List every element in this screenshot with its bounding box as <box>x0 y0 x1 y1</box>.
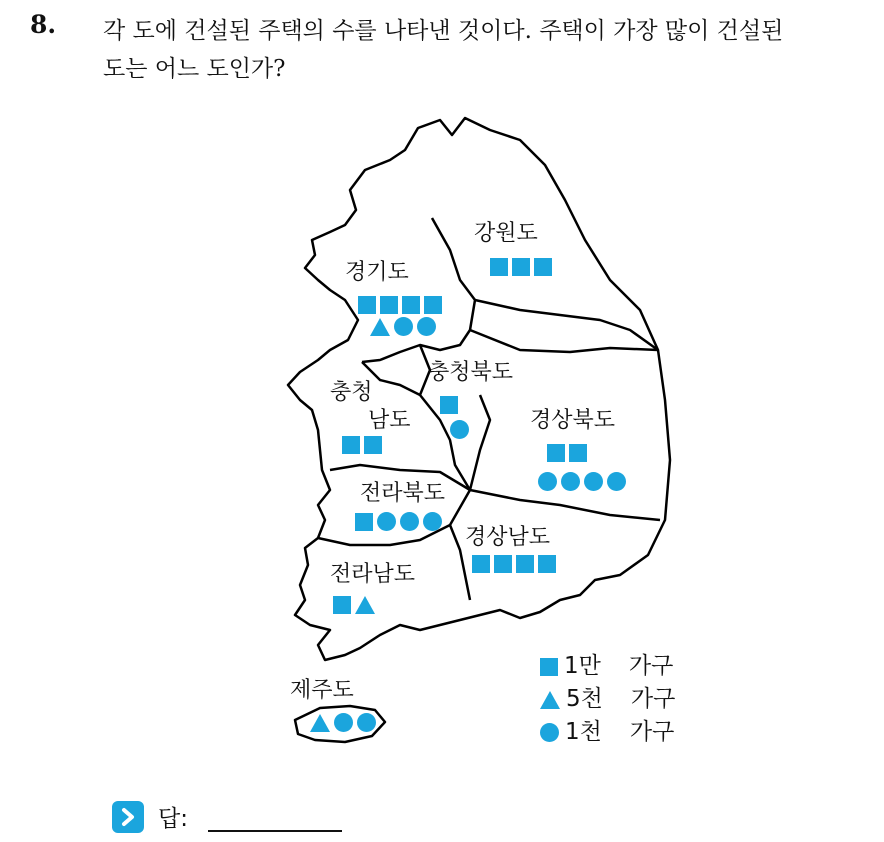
answer-area <box>112 800 342 833</box>
circle-icon <box>417 317 436 336</box>
square-icon <box>342 436 360 454</box>
legend-item-circle <box>540 716 675 749</box>
square-icon <box>380 296 398 314</box>
question-line-2: 도는 어느 도인가? <box>103 56 286 82</box>
square-icon <box>440 396 458 414</box>
label-jeonnam: 전라남도 <box>330 562 416 587</box>
circle-icon <box>538 472 557 491</box>
circle-icon <box>561 472 580 491</box>
answer-label: 답: <box>158 806 188 832</box>
square-icon <box>472 555 490 573</box>
chevron-right-icon <box>112 801 144 833</box>
label-chungbuk: 충청북도 <box>428 360 514 385</box>
symbols-gyeongbuk-row1 <box>547 444 587 462</box>
circle-icon <box>540 723 559 742</box>
circle-icon <box>607 472 626 491</box>
symbols-jeonnam <box>333 596 375 614</box>
square-icon <box>534 258 552 276</box>
square-icon <box>538 555 556 573</box>
square-icon <box>547 444 565 462</box>
triangle-icon <box>310 714 330 732</box>
legend-item-square <box>540 650 675 683</box>
circle-icon <box>400 512 419 531</box>
square-icon <box>494 555 512 573</box>
triangle-icon <box>370 318 390 336</box>
question-line-1: 각 도에 건설된 주택의 수를 나타낸 것이다. 주택이 가장 많이 건설된 <box>103 18 784 44</box>
legend <box>540 650 675 749</box>
legend-unit: 가구 <box>630 686 676 712</box>
circle-icon <box>423 512 442 531</box>
symbols-gyeonggi-row1 <box>358 296 442 314</box>
symbols-gangwon <box>490 258 552 276</box>
label-gyeongnam: 경상남도 <box>465 525 551 550</box>
circle-icon <box>394 317 413 336</box>
circle-icon <box>450 420 469 439</box>
circle-icon <box>357 713 376 732</box>
circle-icon <box>584 472 603 491</box>
legend-unit: 가구 <box>629 719 675 745</box>
triangle-icon <box>540 691 560 709</box>
square-icon <box>540 658 558 676</box>
question-number: 8. <box>30 10 57 39</box>
triangle-icon <box>355 596 375 614</box>
label-chungnam-1: 충청 <box>330 380 373 405</box>
square-icon <box>512 258 530 276</box>
symbols-jeju <box>310 713 376 732</box>
square-icon <box>402 296 420 314</box>
square-icon <box>358 296 376 314</box>
square-icon <box>364 436 382 454</box>
symbols-jeonbuk <box>355 512 442 531</box>
square-icon <box>516 555 534 573</box>
circle-icon <box>334 713 353 732</box>
symbols-gyeonggi-row2 <box>370 317 436 336</box>
circle-icon <box>377 512 396 531</box>
legend-amount: 1천 <box>565 719 602 745</box>
label-gyeonggi: 경기도 <box>345 260 409 285</box>
symbols-chungbuk-row1 <box>440 396 458 414</box>
square-icon <box>490 258 508 276</box>
symbols-chungnam <box>342 436 382 454</box>
label-gyeongbuk: 경상북도 <box>530 408 616 433</box>
label-jeju: 제주도 <box>290 678 354 703</box>
label-jeonbuk: 전라북도 <box>360 481 446 506</box>
symbols-gyeongnam <box>472 555 556 573</box>
legend-amount: 5천 <box>566 686 603 712</box>
label-gangwon: 강원도 <box>474 221 538 246</box>
square-icon <box>355 513 373 531</box>
square-icon <box>333 596 351 614</box>
legend-unit: 가구 <box>628 653 674 679</box>
square-icon <box>424 296 442 314</box>
symbols-gyeongbuk-row2 <box>538 472 626 491</box>
legend-item-triangle <box>540 683 675 716</box>
answer-blank[interactable] <box>208 802 342 832</box>
label-chungnam-2: 남도 <box>368 408 411 433</box>
symbols-chungbuk-row2 <box>450 420 469 439</box>
square-icon <box>569 444 587 462</box>
legend-amount: 1만 <box>564 653 601 679</box>
